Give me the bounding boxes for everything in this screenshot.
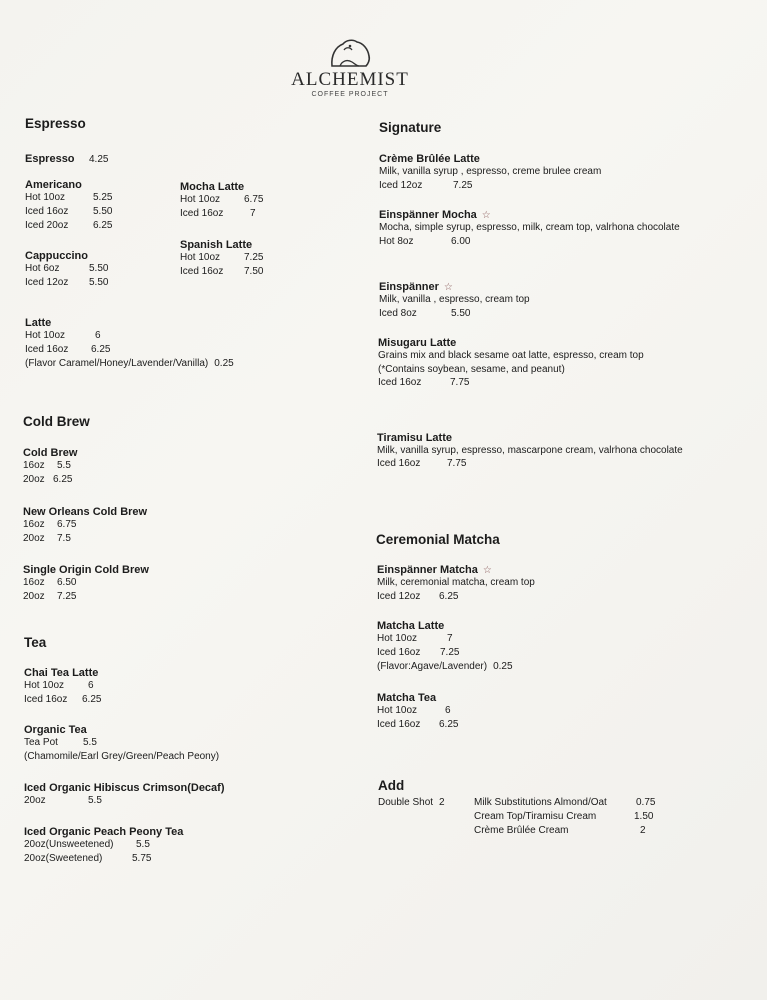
menu-item-chai-tea-latte <box>24 667 101 707</box>
item-name: Spanish Latte <box>180 239 253 251</box>
addon-row <box>474 824 655 838</box>
item-name: Cappuccino <box>25 250 88 262</box>
price: 6 <box>88 680 94 691</box>
logo <box>280 36 420 98</box>
size-label: Iced 12oz <box>379 180 423 191</box>
price-row <box>25 329 234 343</box>
size-label: Hot 10oz <box>25 330 66 341</box>
menu-item-cappuccino <box>25 250 108 290</box>
star-icon: ☆ <box>481 210 491 221</box>
price-row <box>377 632 513 646</box>
addon-price: 1.50 <box>634 811 654 822</box>
item-name: New Orleans Cold Brew <box>23 506 148 518</box>
addon-extras-list <box>474 796 655 838</box>
price: 7.25 <box>57 591 77 602</box>
size-label: Hot 10oz <box>25 192 66 203</box>
size-label: Iced 16oz <box>377 647 421 658</box>
section-title-cold-brew: Cold Brew <box>23 414 90 429</box>
item-name: Tiramisu Latte <box>377 432 452 444</box>
size-label: Iced 20oz <box>25 220 69 231</box>
price-row <box>24 852 183 866</box>
menu-item-tiramisu-latte <box>377 432 707 471</box>
star-icon: ☆ <box>482 565 492 576</box>
size-label: 16oz <box>23 577 45 588</box>
price-row <box>23 473 77 487</box>
menu-item-americano <box>25 179 112 233</box>
price: 7.5 <box>57 533 71 544</box>
menu-item-spanish-latte <box>180 239 263 279</box>
size-label: Hot 10oz <box>377 633 418 644</box>
frog-icon <box>326 36 374 70</box>
size-label: Hot 8oz <box>379 236 414 247</box>
addon-row <box>474 796 655 810</box>
item-name: Einspänner Mocha <box>379 209 477 221</box>
item-name: Iced Organic Peach Peony Tea <box>24 826 184 838</box>
size-label: Hot 10oz <box>180 252 221 263</box>
allergen-note: (*Contains soybean, sesame, and peanut) <box>378 364 565 375</box>
price: 7.75 <box>450 377 470 388</box>
price-row <box>377 704 458 718</box>
price: 6.25 <box>91 344 111 355</box>
menu-item-matcha-tea <box>377 692 458 732</box>
price-row <box>25 276 108 290</box>
price: 7.25 <box>440 647 460 658</box>
price-row <box>24 693 101 707</box>
menu-item-new-orleans-cold-brew <box>23 506 147 546</box>
price: 5.5 <box>57 460 71 471</box>
price: 5.5 <box>83 737 97 748</box>
brand-name: ALCHEMIST <box>291 69 409 90</box>
size-label: 16oz <box>23 460 45 471</box>
tea-options: (Chamomile/Earl Grey/Green/Peach Peony) <box>24 751 220 762</box>
price: 6.25 <box>53 474 73 485</box>
item-name-line <box>379 209 709 221</box>
menu-item-einspanner-matcha <box>377 564 677 604</box>
size-label: Iced 16oz <box>180 266 224 277</box>
price-row <box>377 646 513 660</box>
price: 5.5 <box>88 795 102 806</box>
flavor-row <box>377 660 513 674</box>
item-description: Milk, vanilla , espresso, cream top <box>379 294 530 305</box>
menu-item-mocha-latte <box>180 181 263 221</box>
item-name: Crème Brûlée Latte <box>379 153 480 165</box>
price: 5.25 <box>93 192 113 203</box>
price-row <box>25 205 112 219</box>
price-row <box>25 343 234 357</box>
size-label: 16oz <box>23 519 45 530</box>
item-name: Einspänner <box>379 281 439 293</box>
size-label: 20oz(Sweetened) <box>24 853 103 864</box>
size-label: Hot 10oz <box>180 194 221 205</box>
size-label: 20oz <box>23 591 45 602</box>
price-row <box>23 532 147 546</box>
item-name: Americano <box>25 179 82 191</box>
section-title-ceremonial-matcha: Ceremonial Matcha <box>376 532 500 547</box>
price-row <box>25 219 112 233</box>
price-row <box>180 251 263 265</box>
size-label: Tea Pot <box>24 737 58 748</box>
price-row <box>379 307 709 321</box>
addon-row <box>474 810 655 824</box>
size-label: Iced 8oz <box>379 308 417 319</box>
price-row <box>180 193 263 207</box>
size-label: 20oz <box>23 474 45 485</box>
size-label: Iced 16oz <box>378 377 422 388</box>
item-name: Latte <box>25 317 52 329</box>
item-name: Chai Tea Latte <box>24 667 99 679</box>
menu-item-latte <box>25 317 234 371</box>
size-label: Iced 16oz <box>377 719 421 730</box>
menu-item-organic-tea <box>24 724 219 764</box>
flavor-row <box>25 357 234 371</box>
size-label: 20oz <box>24 795 46 806</box>
price: 7.75 <box>447 458 467 469</box>
addon-double-shot <box>378 796 445 810</box>
section-title-tea: Tea <box>24 635 47 650</box>
price-row <box>23 518 147 532</box>
price: 5.50 <box>89 277 109 288</box>
price-row <box>377 457 707 471</box>
size-label: Iced 16oz <box>25 206 69 217</box>
item-name-line <box>377 564 677 576</box>
brand-tagline: COFFEE PROJECT <box>311 91 389 98</box>
menu-item-cold-brew <box>23 447 77 487</box>
price: 5.50 <box>93 206 113 217</box>
item-description: Milk, vanilla syrup , espresso, creme brulee cream <box>379 166 602 177</box>
price: 5.5 <box>136 839 150 850</box>
star-icon: ☆ <box>443 282 453 293</box>
addon-price: 2 <box>439 797 445 808</box>
price-row <box>24 736 219 750</box>
price-row <box>25 262 108 276</box>
price-row <box>379 179 709 193</box>
size-label: Iced 12oz <box>25 277 69 288</box>
item-price: 4.25 <box>88 154 109 165</box>
size-label: Iced 16oz <box>24 694 68 705</box>
price-row <box>24 679 101 693</box>
addon-label: Milk Substitutions Almond/Oat <box>474 797 607 808</box>
menu-item-iced-organic-peach-peony <box>24 826 183 866</box>
item-name: Organic Tea <box>24 724 87 736</box>
menu-item-iced-organic-hibiscus <box>24 782 225 808</box>
price: 6 <box>445 705 451 716</box>
flavor-options: (Flavor Caramel/Honey/Lavender/Vanilla) <box>25 358 209 369</box>
menu-item-matcha-latte <box>377 620 513 674</box>
price: 6.75 <box>244 194 264 205</box>
price: 6.25 <box>439 591 459 602</box>
price: 7 <box>447 633 453 644</box>
price-row <box>23 459 77 473</box>
flavor-options: (Flavor:Agave/Lavender) <box>377 661 488 672</box>
flavor-price: 0.25 <box>493 661 513 672</box>
addon-price: 0.75 <box>636 797 656 808</box>
item-name: Matcha Latte <box>377 620 445 632</box>
item-name: Cold Brew <box>23 447 78 459</box>
item-description: Grains mix and black sesame oat latte, espresso, cream top <box>378 350 644 361</box>
price: 5.75 <box>132 853 152 864</box>
price: 6 <box>95 330 101 341</box>
price: 6.75 <box>57 519 77 530</box>
price: 6.25 <box>93 220 113 231</box>
price-row <box>378 376 718 390</box>
price-row <box>23 576 149 590</box>
price-row <box>25 191 112 205</box>
menu-item-einspanner <box>379 281 709 321</box>
item-name: Misugaru Latte <box>378 337 457 349</box>
addon-label: Crème Brûlée Cream <box>474 825 569 836</box>
size-label: 20oz <box>23 533 45 544</box>
price: 6.25 <box>439 719 459 730</box>
menu-item-misugaru-latte <box>378 337 718 390</box>
item-name: Einspänner Matcha <box>377 564 478 576</box>
menu-item-einspanner-mocha <box>379 209 709 249</box>
price: 6.00 <box>451 236 471 247</box>
price-row <box>24 794 225 808</box>
price-row <box>24 838 183 852</box>
addon-label: Cream Top/Tiramisu Cream <box>474 811 597 822</box>
size-label: 20oz(Unsweetened) <box>24 839 114 850</box>
size-label: Iced 12oz <box>377 591 421 602</box>
item-name-line <box>379 281 709 293</box>
size-label: Iced 16oz <box>377 458 421 469</box>
size-label: Hot 10oz <box>24 680 65 691</box>
item-name: Mocha Latte <box>180 181 245 193</box>
item-name: Espresso <box>25 153 75 165</box>
price-row <box>23 590 149 604</box>
price-row <box>377 590 677 604</box>
price: 7.50 <box>244 266 264 277</box>
size-label: Hot 6oz <box>25 263 60 274</box>
size-label: Iced 16oz <box>180 208 224 219</box>
price-row <box>180 207 263 221</box>
price: 6.25 <box>82 694 102 705</box>
price-row <box>377 718 458 732</box>
menu-item-creme-brulee-latte <box>379 153 709 193</box>
item-description: Milk, vanilla syrup, espresso, mascarpone cream, valrhona chocolate <box>377 445 683 456</box>
section-title-signature: Signature <box>379 120 442 135</box>
price: 5.50 <box>451 308 471 319</box>
flavor-price: 0.25 <box>214 358 234 369</box>
item-description: Milk, ceremonial matcha, cream top <box>377 577 535 588</box>
item-name: Iced Organic Hibiscus Crimson(Decaf) <box>24 782 225 794</box>
price: 7.25 <box>453 180 473 191</box>
item-name: Matcha Tea <box>377 692 437 704</box>
addon-price: 2 <box>640 825 646 836</box>
section-title-add: Add <box>378 778 405 793</box>
size-label: Hot 10oz <box>377 705 418 716</box>
price: 7 <box>250 208 256 219</box>
section-title-espresso: Espresso <box>25 116 86 131</box>
size-label: Iced 16oz <box>25 344 69 355</box>
menu-item-single-origin-cold-brew <box>23 564 149 604</box>
menu-item-espresso <box>25 149 108 167</box>
item-description: Mocha, simple syrup, espresso, milk, cream top, valrhona chocolate <box>379 222 680 233</box>
price-row <box>180 265 263 279</box>
item-name: Single Origin Cold Brew <box>23 564 149 576</box>
addon-label: Double Shot <box>378 797 434 808</box>
price: 7.25 <box>244 252 264 263</box>
price-row <box>379 235 709 249</box>
price: 6.50 <box>57 577 77 588</box>
price: 5.50 <box>89 263 109 274</box>
